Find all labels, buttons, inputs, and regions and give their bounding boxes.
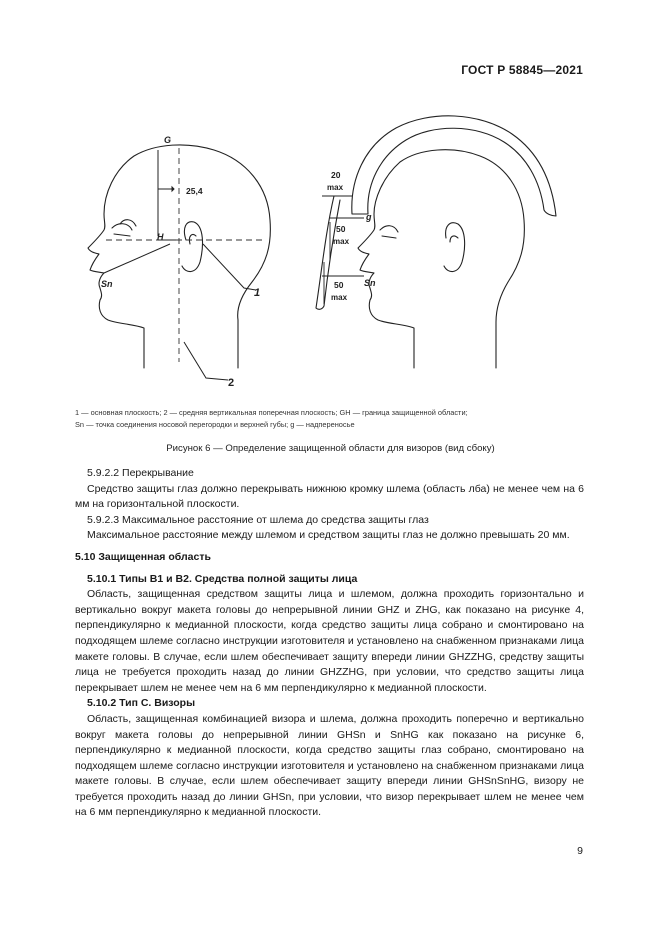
- label-1: 1: [254, 287, 261, 299]
- label-254: 25,4: [186, 186, 203, 196]
- left-ear: [182, 222, 202, 272]
- page-number: 9: [577, 845, 583, 857]
- left-gh-boundary: [104, 244, 170, 273]
- label-H: H: [157, 232, 164, 242]
- label-max-1: max: [327, 183, 344, 192]
- figure-legend: [75, 407, 595, 431]
- label-50a: 50: [336, 224, 346, 234]
- body-text: [75, 466, 584, 821]
- paragraph-overlap: Средство защиты глаз должно перекрывать нижнюю кромку шлема (область лба) не менее чем на 6 мм на горизонтальной плоскости.: [75, 482, 584, 511]
- label-g: g: [366, 212, 372, 222]
- section-5922: 5.9.2.2 Перекрывание: [87, 467, 194, 479]
- leader-1: [203, 244, 256, 290]
- right-ear: [444, 223, 465, 272]
- paragraph-type-c: Область, защищенная комбинацией визора и шлема, должна проходить поперечно и вертикально вокруг макета головы до непрерывной линии GHSn и SnHG как показано на рисунке 6, перпендикулярно к медианной плоскости, когда средство защиты глаз собрано, смонтировано на подходящем шлеме согласно инструкции изготовителя и установлено на снабженном признаками лица макете головы. В случае, если шлем обеспечивает защиту впереди линии GHSnSnHG, визору не требуется проходить назад до линии GHSn, при условии, что визор перекрывает шлем не менее чем на 6 мм перпендикулярно к медианной плоскости.: [75, 712, 584, 819]
- label-Sn-right: Sn: [364, 278, 376, 288]
- legend-line-1: 1 — основная плоскость; 2 — средняя вертикальная поперечная плоскость; GH — граница защищенной области;: [75, 408, 468, 417]
- label-Sn-left: Sn: [101, 279, 113, 289]
- document-header: ГОСТ Р 58845—2021: [461, 63, 583, 77]
- label-max-3: max: [331, 293, 348, 302]
- right-head-outline: [358, 150, 524, 368]
- section-5102: 5.10.2 Тип С. Визоры: [87, 697, 196, 710]
- paragraph-b1-b2: Область, защищенная средством защиты лица и шлемом, должна проходить горизонтально и вертикально вокруг макета головы до непрерывной линии GHZ и ZHG, как показано на рисунке 4, перпендикулярно к медианной плоскости, когда средство защиты лица собрано и смонтировано на подходящем шлеме согласно инструкции изготовителя и установлено на снабженном признаками лица макете головы. В случае, если шлем обеспечивает защиту впереди линии GHZZHG, средству защиты лица не требуется проходить назад до линии GHZZHG, при условии, что средство защиты лица перекрывает шлем не менее чем на 6 мм перпендикулярно к медианной плоскости.: [75, 588, 584, 694]
- helmet-outline: [352, 116, 556, 216]
- right-eye: [380, 226, 398, 232]
- section-510: 5.10 Защищенная область: [75, 550, 211, 563]
- left-eye: [112, 224, 132, 230]
- legend-line-2: Sn — точка соединения носовой перегородки и верхней губы; g — надпереносье: [75, 420, 355, 429]
- label-G: G: [164, 135, 172, 145]
- label-50b: 50: [334, 280, 344, 290]
- leader-2: [184, 342, 228, 380]
- label-20: 20: [331, 170, 341, 180]
- figure-6: [0, 0, 661, 400]
- paragraph-max-distance: Максимальное расстояние между шлемом и средством защиты глаз не должно превышать 20 мм.: [87, 529, 570, 542]
- label-max-2: max: [333, 237, 350, 246]
- section-5923: 5.9.2.3 Максимальное расстояние от шлема до средства защиты глаз: [87, 513, 429, 526]
- label-2: 2: [228, 377, 235, 389]
- figure-caption: Рисунок 6 — Определение защищенной области для визоров (вид сбоку): [166, 443, 495, 454]
- section-5101: 5.10.1 Типы В1 и В2. Средства полной защиты лица: [87, 572, 358, 585]
